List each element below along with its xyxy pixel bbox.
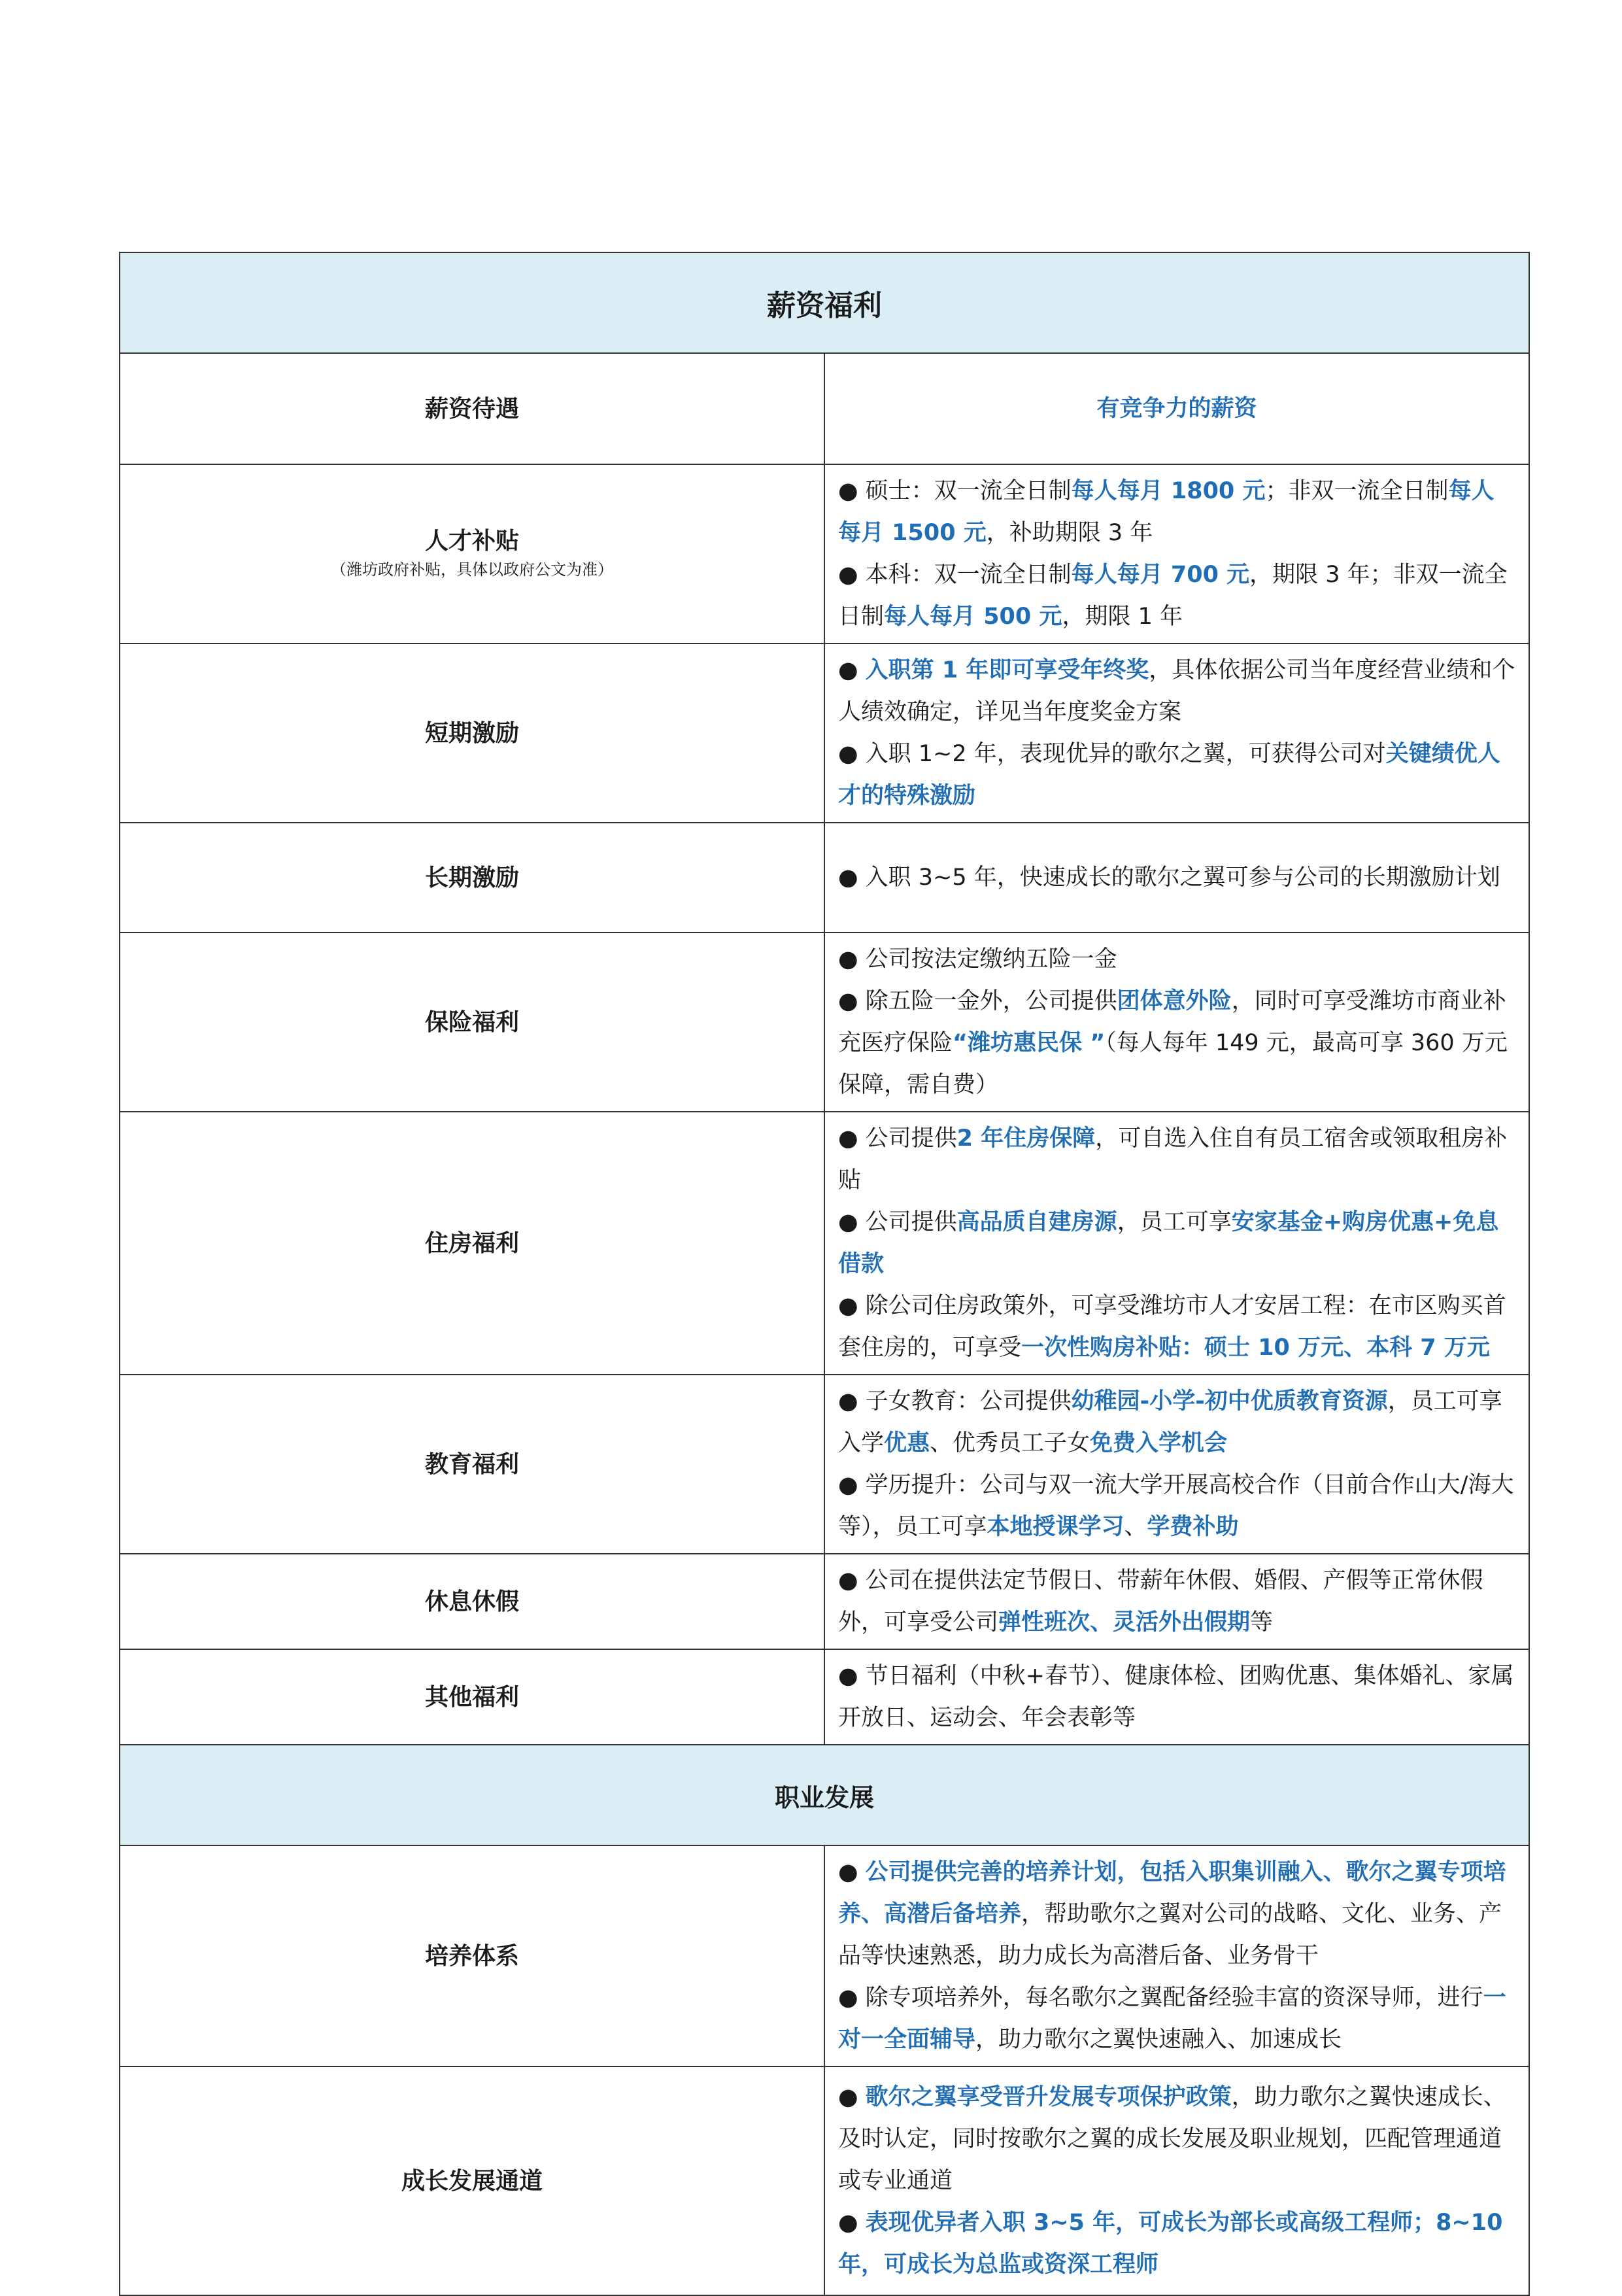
row-content (824, 353, 1529, 464)
row-label: 休息休假 (120, 1554, 824, 1649)
highlight-text: 入职第 1 年即可享受年终奖 (865, 657, 1149, 683)
bullet-text: ● 公司提供 (838, 1125, 957, 1152)
row-content (824, 1112, 1529, 1375)
row-label: 培养体系 (120, 1845, 824, 2066)
bullet-text: ● 学历提升：公司与双一流大学开展高校合作（目前合作山大/海大等），员工可享 (838, 1472, 1514, 1540)
bullet-text: ，具体依据公司当年度经营业绩和个人绩效确定，详见当年度奖金方案 (838, 657, 1515, 725)
bullet-text: ● 入职 1~2 年，表现优异的歌尔之翼，可获得公司对 (838, 741, 1386, 767)
bullet-item (838, 1201, 1515, 1285)
row-label: 薪资待遇 (120, 353, 824, 464)
bullet-text: ，期限 1 年 (1062, 604, 1183, 630)
bullet-text: ● (838, 2084, 866, 2110)
bullet-item (838, 857, 1515, 899)
bullet-item (838, 1464, 1515, 1548)
highlight-text: 公司提供完善的培养计划，包括入职集训融入、歌尔之翼专项培养、高潜后备培养 (838, 1859, 1506, 1927)
row-label-text: 人才补贴 (424, 528, 519, 555)
bullet-item (838, 1118, 1515, 1201)
highlight-text: 歌尔之翼享受晋升发展专项保护政策 (865, 2084, 1232, 2110)
header-row (120, 252, 1529, 353)
bullet-text: ；非双一流全日制 (1265, 478, 1449, 504)
bullet-item (838, 1560, 1515, 1643)
table-row (120, 643, 1529, 823)
table-row (120, 1554, 1529, 1649)
bullet-item (838, 470, 1515, 554)
bullet-text: ● 节日福利（中秋+春节）、健康体检、团购优惠、集体婚礼、家属开放日、运动会、年会表彰等 (838, 1663, 1514, 1731)
table-row (120, 1845, 1529, 2066)
bullet-text: ● 公司在提供法定节假日、带薪年休假、婚假、产假等正常休假外，可享受公司 (838, 1568, 1483, 1636)
table-row (120, 2066, 1529, 2295)
bullet-item (838, 938, 1515, 980)
bullet-item (838, 1977, 1515, 2061)
bullet-item (838, 1851, 1515, 1977)
row-content (824, 2066, 1529, 2295)
bullet-text: ● (838, 657, 866, 683)
bullet-text: 、优秀员工子女 (930, 1430, 1090, 1456)
bullet-item (838, 980, 1515, 1106)
bullet-text: ，同时可享受潍坊市商业补充医疗保险 (838, 988, 1506, 1056)
row-label: 住房福利 (120, 1112, 824, 1375)
highlight-text: 团体意外险 (1117, 988, 1232, 1014)
bullet-item (838, 1380, 1515, 1464)
highlight-text: 每人每月 700 元 (1071, 562, 1250, 588)
bullet-text: ● 本科：双一流全日制 (838, 562, 1072, 588)
highlight-text: 高品质自建房源 (956, 1209, 1117, 1235)
bullet-text: ● 除五险一金外，公司提供 (838, 988, 1117, 1014)
table-row (120, 353, 1529, 464)
header-row (120, 1745, 1529, 1845)
bullet-text: ● 除公司住房政策外，可享受潍坊市人才安居工程：在市区购买首套住房的，可享受 (838, 1293, 1506, 1361)
highlight-text: 2 年住房保障 (956, 1125, 1096, 1152)
highlight-text: “潍坊惠民保 ” (953, 1030, 1106, 1056)
row-content (824, 1554, 1529, 1649)
row-content (824, 933, 1529, 1112)
highlight-text: 本地授课学习 (987, 1514, 1124, 1540)
highlight-text: 安家基金+购房优惠+免息借款 (838, 1209, 1499, 1277)
bullet-text: ，员工可享 (1117, 1209, 1232, 1235)
row-content (824, 464, 1529, 643)
highlight-text: 每人每月 1800 元 (1071, 478, 1266, 504)
bullet-item (838, 649, 1515, 733)
bullet-text: ，可自选入住自有员工宿舍或领取租房补贴 (838, 1125, 1508, 1193)
highlight-text: 弹性班次、灵活外出假期 (998, 1609, 1251, 1636)
table-row (120, 1375, 1529, 1554)
row-content (824, 643, 1529, 823)
bullet-text: ，帮助歌尔之翼对公司的战略、文化、业务、产品等快速熟悉，助力成长为高潜后备、业务骨干 (838, 1901, 1502, 1969)
table-row (120, 1649, 1529, 1745)
row-content (824, 1845, 1529, 2066)
highlight-text: 一次性购房补贴：硕士 10 万元、本科 7 万元 (1021, 1335, 1490, 1361)
bullet-text: ● 入职 3~5 年，快速成长的歌尔之翼可参与公司的长期激励计划 (838, 865, 1500, 891)
bullet-item (838, 554, 1515, 638)
section-title-career: 职业发展 (120, 1745, 1529, 1845)
bullet-text: ，助力歌尔之翼快速融入、加速成长 (975, 2027, 1342, 2053)
bullet-item (838, 1285, 1515, 1369)
highlight-text: 幼稚园-小学-初中优质教育资源 (1071, 1388, 1388, 1414)
bullet-item (838, 2202, 1515, 2286)
row-label (120, 464, 824, 643)
highlight-text: 每人每月 1500 元 (838, 478, 1495, 546)
row-label: 成长发展通道 (120, 2066, 824, 2295)
bullet-text: ，期限 3 年；非双一流全日制 (838, 562, 1508, 630)
bullet-text: ，员工可享入学 (838, 1388, 1502, 1456)
highlight-text: 学费补助 (1147, 1514, 1239, 1540)
section-title-salary-benefits: 薪资福利 (120, 252, 1529, 353)
row-label: 其他福利 (120, 1649, 824, 1745)
row-label: 长期激励 (120, 823, 824, 933)
highlight-text: 优惠 (884, 1430, 930, 1456)
bullet-text: 、 (1124, 1514, 1147, 1540)
bullet-text: ● (838, 2210, 866, 2236)
bullet-text: ● 除专项培养外，每名歌尔之翼配备经验丰富的资深导师，进行 (838, 1985, 1483, 2011)
highlight-text: 表现优异者入职 3~5 年，可成长为部长或高级工程师；8~10 年，可成长为总监或资深工程师 (838, 2210, 1503, 2278)
row-content (824, 823, 1529, 933)
bullet-text: ● (838, 1859, 866, 1885)
highlight-text: 免费入学机会 (1090, 1430, 1228, 1456)
bullet-text: ● 硕士：双一流全日制 (838, 478, 1072, 504)
highlight-text: 一对一全面辅导 (838, 1985, 1506, 2053)
table-row (120, 933, 1529, 1112)
row-label: 教育福利 (120, 1375, 824, 1554)
bullet-text: ● 公司按法定缴纳五险一金 (838, 946, 1117, 972)
bullet-text: ，助力歌尔之翼快速成长、及时认定，同时按歌尔之翼的成长发展及职业规划，匹配管理通道或专业通道 (838, 2084, 1506, 2194)
salary-summary: 有竞争力的薪资 (1096, 396, 1257, 422)
highlight-text: 关键绩优人才的特殊激励 (838, 741, 1500, 809)
benefits-table (119, 252, 1530, 2296)
row-content (824, 1375, 1529, 1554)
bullet-item (838, 733, 1515, 817)
table-row (120, 464, 1529, 643)
row-label: 保险福利 (120, 933, 824, 1112)
row-content (824, 1649, 1529, 1745)
table-row (120, 1112, 1529, 1375)
bullet-text: ，补助期限 3 年 (986, 520, 1153, 546)
table-row (120, 823, 1529, 933)
bullet-text: ● 子女教育：公司提供 (838, 1388, 1072, 1414)
row-label-note: （潍坊政府补贴，具体以政府公文为准） (331, 560, 613, 579)
row-label: 短期激励 (120, 643, 824, 823)
bullet-text: ● 公司提供 (838, 1209, 957, 1235)
highlight-text: 每人每月 500 元 (884, 604, 1062, 630)
bullet-item (838, 2076, 1515, 2202)
bullet-text: （每人每年 149 元，最高可享 360 万元保障，需自费） (838, 1030, 1508, 1098)
bullet-item (838, 1655, 1515, 1739)
bullet-text: 等 (1250, 1609, 1274, 1636)
